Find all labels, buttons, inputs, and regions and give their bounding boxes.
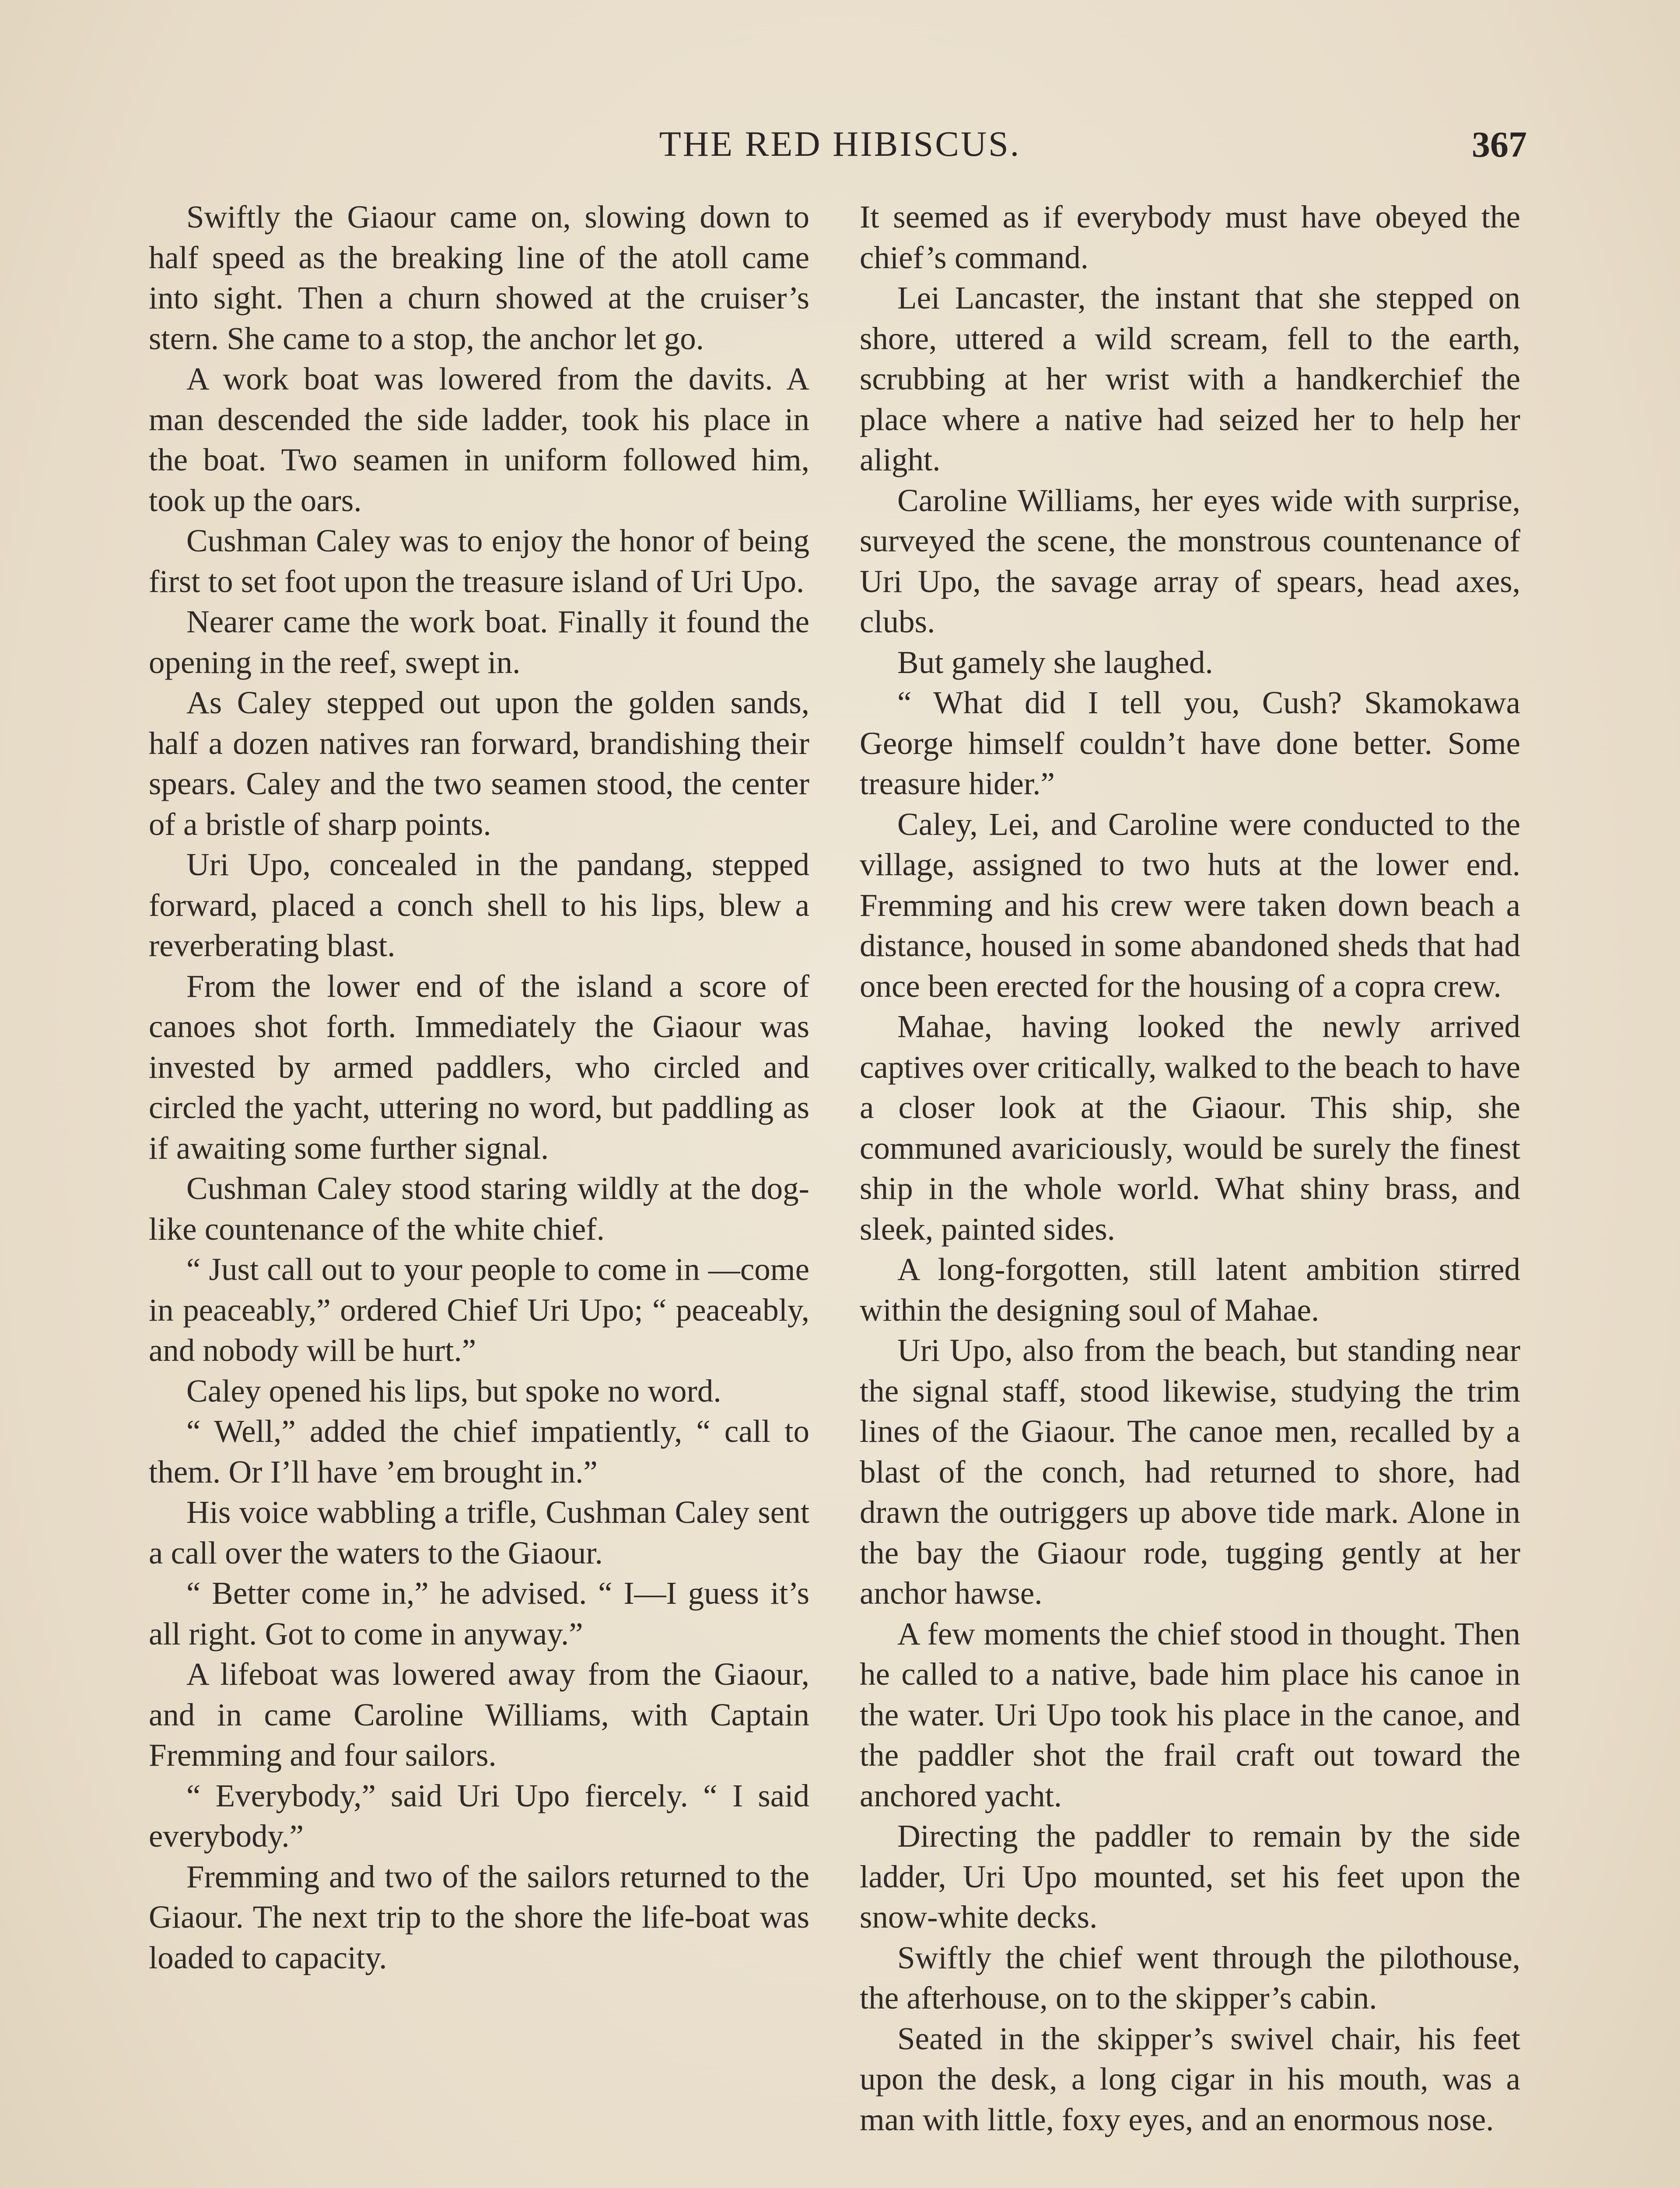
paragraph: Cushman Caley stood staring wildly at the dog-like countenance of the white chief. [149, 1171, 809, 1247]
paragraph: “ Better come in,” he advised. “ I—I guess it’s all right. Got to come in anyway.” [149, 1575, 809, 1652]
paragraph: His voice wabbling a trifle, Cushman Caley sent a call over the waters to the Giaour. [149, 1494, 809, 1571]
running-title: THE RED HIBISCUS. [659, 124, 1021, 164]
paragraph: Mahae, having looked the newly arrived captives over critically, walked to the beach to have a closer look at the Giaour. This ship, she communed avariciously, would be surely the finest ship in the whole world. What shiny brass, and sleek, painted sides. [860, 1009, 1520, 1247]
paragraph: Caley opened his lips, but spoke no word. [186, 1373, 721, 1409]
paragraph: A lifeboat was lowered away from the Giaour, and in came Caroline Williams, with Captain Fremming and four sailors. [149, 1656, 809, 1773]
paragraph: Swiftly the chief went through the pilothouse, the afterhouse, on to the skipper’s cabin. [860, 1939, 1520, 2016]
left-column [149, 197, 809, 1978]
paragraph: Uri Upo, also from the beach, but standing near the signal staff, stood likewise, studying the trim lines of the Giaour. The canoe men, recalled by a blast of the conch, had returned to shore, had drawn the outriggers up above tide mark. Alone in the bay the Giaour rode, tugging gently at her anchor hawse. [860, 1332, 1520, 1611]
paragraph: A few moments the chief stood in thought. Then he called to a native, bade him place his canoe in the water. Uri Upo took his place in the canoe, and the paddler shot the frail craft out toward the anchored yacht. [860, 1616, 1520, 1813]
paragraph: “ Well,” added the chief impatiently, “ call to them. Or I’ll have ’em brought in.” [149, 1413, 809, 1490]
text-columns [149, 197, 1527, 2188]
paragraph: From the lower end of the island a score of canoes shot forth. Immediately the Giaour was invested by armed paddlers, who circled and circled the yacht, uttering no word, but paddling as if awaiting some further signal. [149, 968, 809, 1166]
paragraph: Swiftly the Giaour came on, slowing down to half speed as the breaking line of the atoll came into sight. Then a churn showed at the cruiser’s stern. She came to a stop, the anchor let go. [149, 199, 809, 356]
paragraph: Fremming and two of the sailors returned to the Giaour. The next trip to the shore the life-boat was loaded to capacity. [149, 1858, 809, 1975]
paragraph: Nearer came the work boat. Finally it found the opening in the reef, swept in. [149, 604, 809, 680]
paragraph: A work boat was lowered from the davits. A man descended the side ladder, took his place in the boat. Two seamen in uniform followed him, took up the oars. [149, 361, 809, 518]
page-number: 367 [1472, 124, 1527, 165]
paragraph: Uri Upo, concealed in the pandang, stepped forward, placed a conch shell to his lips, blew a reverberating blast. [149, 847, 809, 963]
paragraph: Caley, Lei, and Caroline were conducted to the village, assigned to two huts at the lower end. Fremming and his crew were taken down beach a distance, housed in some abandoned sheds that had once been erected for the housing of a copra crew. [860, 806, 1520, 1004]
continued-paragraph: It seemed as if everybody must have obeyed the chief’s command. [860, 199, 1520, 275]
paragraph: A long-forgotten, still latent ambition stirred within the designing soul of Mahae. [860, 1252, 1520, 1328]
paragraph: Lei Lancaster, the instant that she stepped on shore, uttered a wild scream, fell to the earth, scrubbing at her wrist with a handkerchief the place where a native had seized her to help her alight. [860, 280, 1520, 477]
paragraph: “ Everybody,” said Uri Upo fiercely. “ I said everybody.” [149, 1778, 809, 1854]
paragraph: Directing the paddler to remain by the side ladder, Uri Upo mounted, set his feet upon the snow-white decks. [860, 1818, 1520, 1935]
right-column [860, 197, 1520, 2140]
paragraph: Caroline Williams, her eyes wide with surprise, surveyed the scene, the monstrous countenance of Uri Upo, the savage array of spears, head axes, clubs. [860, 482, 1520, 639]
paragraph: Seated in the skipper’s swivel chair, his feet upon the desk, a long cigar in his mouth, was a man with little, foxy eyes, and an enormous nose. [860, 2020, 1520, 2137]
paragraph: “ What did I tell you, Cush? Skamokawa George himself couldn’t have done better. Some treasure hider.” [860, 685, 1520, 801]
paragraph: “ Just call out to your people to come in —come in peaceably,” ordered Chief Uri Upo; “ peaceably, and nobody will be hurt.” [149, 1252, 809, 1368]
paragraph: As Caley stepped out upon the golden sands, half a dozen natives ran forward, brandishing their spears. Caley and the two seamen stood, the center of a bristle of sharp points. [149, 685, 809, 842]
page-header [153, 123, 1527, 176]
paragraph: Cushman Caley was to enjoy the honor of being first to set foot upon the treasure island of Uri Upo. [149, 523, 809, 599]
paragraph: But gamely she laughed. [897, 644, 1213, 680]
